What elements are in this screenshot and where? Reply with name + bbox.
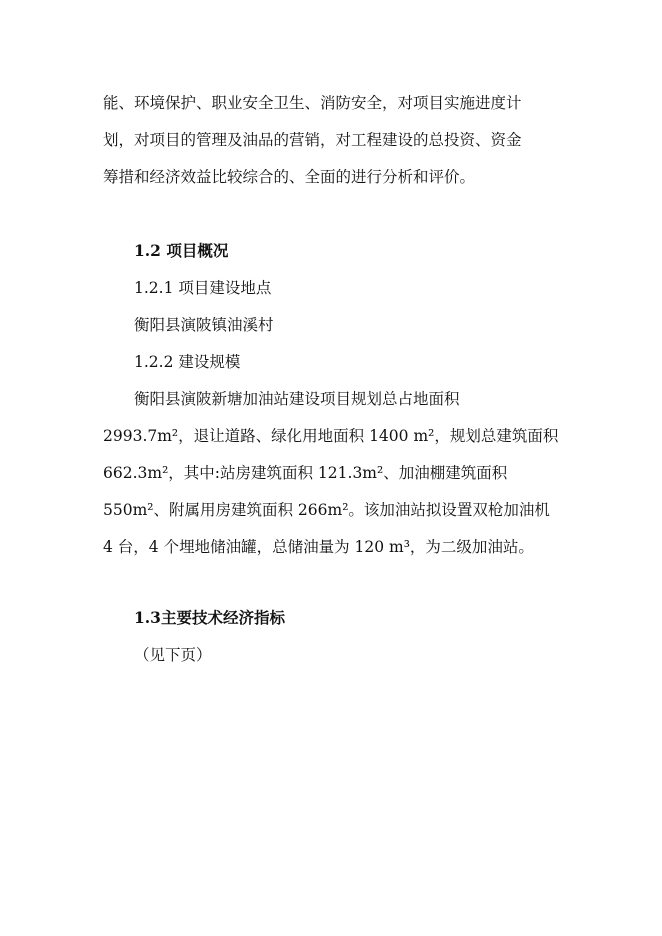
- intro-line-2: 划，对项目的管理及油品的营销，对工程建设的总投资、资金: [103, 131, 522, 149]
- scale-line-4: 550m²、附属用房建筑面积 266m²。该加油站拟设置双枪加油机: [103, 501, 550, 519]
- subsection-heading-1-2-2: 1.2.2 建设规模: [134, 353, 241, 371]
- scale-line-5: 4 台，4 个埋地储油罐，总储油量为 120 m³，为二级加油站。: [103, 538, 534, 556]
- section-heading-1-2: 1.2 项目概况: [134, 241, 229, 260]
- section-heading-1-3: 1.3主要技术经济指标: [134, 608, 285, 627]
- scale-line-1: 衡阳县演陂新塘加油站建设项目规划总占地面积: [134, 390, 460, 408]
- scale-line-3: 662.3m²，其中:站房建筑面积 121.3m²、加油棚建筑面积: [103, 464, 508, 482]
- see-next-page-note: （见下页）: [134, 646, 212, 664]
- location-text: 衡阳县演陂镇油溪村: [134, 316, 274, 334]
- intro-line-3: 筹措和经济效益比较综合的、全面的进行分析和评价。: [103, 168, 476, 186]
- intro-line-1: 能、环境保护、职业安全卫生、消防安全，对项目实施进度计: [103, 94, 522, 112]
- subsection-heading-1-2-1: 1.2.1 项目建设地点: [134, 279, 272, 297]
- scale-line-2: 2993.7m²，退让道路、绿化用地面积 1400 m²，规划总建筑面积: [103, 427, 559, 445]
